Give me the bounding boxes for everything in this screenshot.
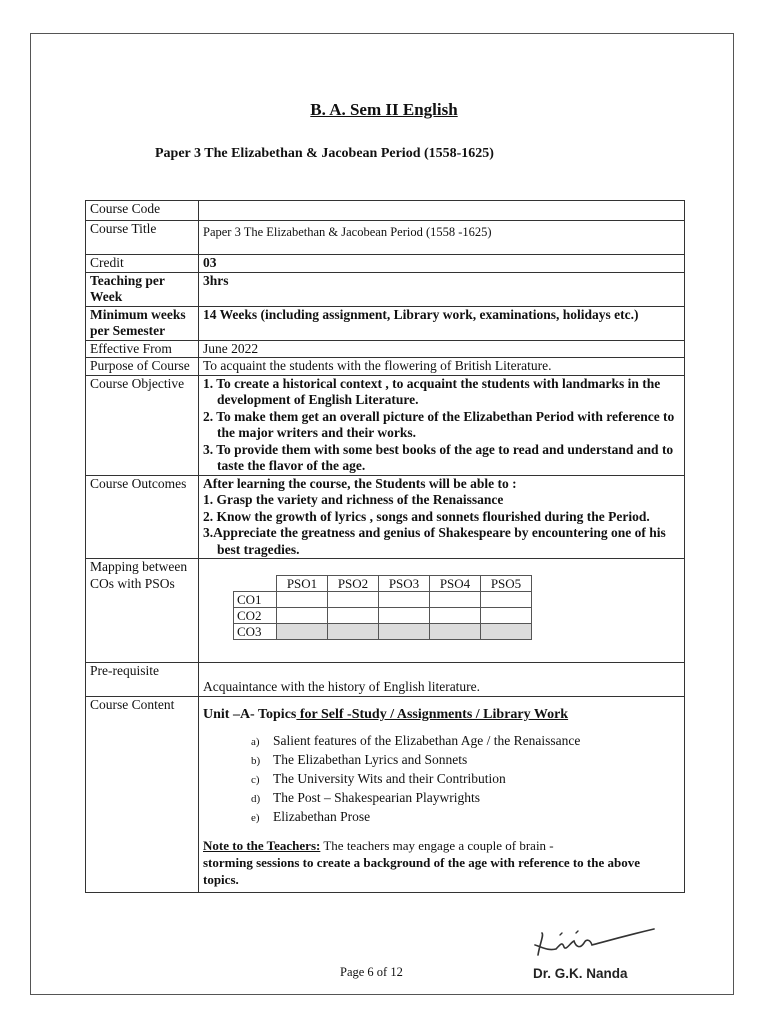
mapping-value-cell	[328, 592, 379, 608]
mapping-value-cell	[430, 624, 481, 640]
objective-item: 2. To make them get an overall picture of the Elizabethan Period with reference to the major writers and their works.	[203, 408, 675, 440]
outcomes-list	[199, 475, 685, 559]
row-objective	[86, 375, 685, 475]
co-label: CO3	[234, 624, 277, 640]
topic-marker: d)	[251, 792, 261, 805]
row-effective	[86, 340, 685, 358]
mapping-corner	[234, 576, 277, 592]
signatory-name: Dr. G.K. Nanda	[533, 966, 628, 981]
min-weeks-value: 14 Weeks (including assignment, Library work, examinations, holidays etc.)	[199, 306, 685, 340]
syllabus-table	[85, 200, 685, 893]
topic-item	[251, 789, 680, 808]
objective-list	[199, 375, 685, 475]
note-label: Note to the Teachers:	[203, 837, 321, 853]
co-pso-mapping-table	[233, 575, 532, 640]
topic-text: Elizabethan Prose	[273, 808, 371, 824]
unit-a-prefix: Unit –A- Topics	[203, 707, 297, 722]
mapping-value-cell	[481, 608, 532, 624]
prerequisite-label: Pre-requisite	[86, 663, 199, 697]
teaching-label: Teaching per Week	[86, 272, 199, 306]
pso-header: PSO5	[481, 576, 532, 592]
effective-value: June 2022	[199, 340, 685, 358]
row-teaching	[86, 272, 685, 306]
topic-marker: b)	[251, 754, 261, 767]
row-min-weeks	[86, 306, 685, 340]
purpose-label: Purpose of Course	[86, 358, 199, 376]
course-title-label: Course Title	[86, 221, 199, 255]
topic-marker: c)	[251, 773, 260, 786]
content-cell	[199, 697, 685, 893]
mapping-value-cell	[277, 592, 328, 608]
mapping-value-cell	[481, 624, 532, 640]
mapping-value-cell	[481, 592, 532, 608]
row-prerequisite	[86, 663, 685, 697]
co-label: CO2	[234, 608, 277, 624]
credit-value: 03	[199, 255, 685, 273]
mapping-value-cell	[328, 624, 379, 640]
min-weeks-label: Minimum weeks per Semester	[86, 306, 199, 340]
mapping-cell	[199, 559, 685, 663]
document-title: B. A. Sem II English	[310, 100, 458, 119]
course-code-value	[199, 201, 685, 221]
course-title-value: Paper 3 The Elizabethan & Jacobean Period (1558 -1625)	[199, 221, 685, 255]
row-purpose	[86, 358, 685, 376]
topic-text: The University Wits and their Contribution	[273, 770, 506, 786]
mapping-value-cell	[379, 592, 430, 608]
purpose-value: To acquaint the students with the flowering of British Literature.	[199, 358, 685, 376]
co-label: CO1	[234, 592, 277, 608]
objective-item: 3. To provide them with some best books of the age to read and understand and to taste the flavor of the age.	[203, 441, 674, 473]
outcome-item: 3.Appreciate the greatness and genius of Shakespeare by encountering one of his best tragedies.	[203, 525, 666, 557]
row-content	[86, 697, 685, 893]
topic-text: The Post – Shakespearian Playwrights	[273, 789, 480, 805]
unit-a-title	[203, 707, 680, 724]
signature-image	[530, 925, 660, 963]
paper-heading: Paper 3 The Elizabethan & Jacobean Period (1558-1625)	[155, 146, 494, 161]
mapping-value-cell	[379, 608, 430, 624]
pso-header: PSO4	[430, 576, 481, 592]
outcome-item: 1. Grasp the variety and richness of the Renaissance	[203, 492, 504, 507]
outcomes-label: Course Outcomes	[86, 475, 199, 559]
topic-list	[203, 732, 680, 827]
outcome-item: 2. Know the growth of lyrics , songs and sonnets flourished during the Period.	[203, 508, 650, 524]
row-credit	[86, 255, 685, 273]
page-number: Page 6 of 12	[340, 965, 403, 979]
topic-marker: a)	[251, 735, 260, 748]
topic-marker: e)	[251, 811, 260, 824]
topic-item	[251, 751, 680, 770]
mapping-value-cell	[328, 608, 379, 624]
topic-item	[251, 808, 680, 827]
teaching-value: 3hrs	[199, 272, 685, 306]
row-course-code	[86, 201, 685, 221]
mapping-value-cell	[277, 624, 328, 640]
pso-header: PSO1	[277, 576, 328, 592]
mapping-value-cell	[430, 592, 481, 608]
outcomes-intro: After learning the course, the Students will be able to :	[203, 475, 517, 491]
topic-text: Salient features of the Elizabethan Age / the Renaissance	[273, 732, 581, 748]
credit-label: Credit	[86, 255, 199, 273]
row-outcomes	[86, 475, 685, 559]
topic-text: The Elizabethan Lyrics and Sonnets	[273, 751, 468, 767]
mapping-value-cell	[277, 608, 328, 624]
row-mapping	[86, 559, 685, 663]
note-text-start: The teachers may engage a couple of brain -	[320, 837, 554, 853]
content-label: Course Content	[86, 697, 199, 893]
mapping-value-cell	[379, 624, 430, 640]
course-code-label: Course Code	[86, 201, 199, 221]
effective-label: Effective From	[86, 340, 199, 358]
pso-header: PSO3	[379, 576, 430, 592]
objective-item: 1. To create a historical context , to acquaint the students with landmarks in the development of English Literature.	[203, 375, 661, 407]
mapping-label: Mapping between COs with PSOs	[86, 559, 199, 663]
topic-item	[251, 770, 680, 789]
prerequisite-value: Acquaintance with the history of English literature.	[199, 663, 685, 697]
row-course-title	[86, 221, 685, 255]
note-text-rest: storming sessions to create a background of the age with reference to the above topics.	[203, 854, 641, 887]
pso-header: PSO2	[328, 576, 379, 592]
objective-label: Course Objective	[86, 375, 199, 475]
mapping-value-cell	[430, 608, 481, 624]
topic-item	[251, 732, 680, 751]
teacher-note	[203, 837, 680, 888]
unit-a-subtitle: for Self -Study / Assignments / Library Work	[296, 707, 569, 722]
